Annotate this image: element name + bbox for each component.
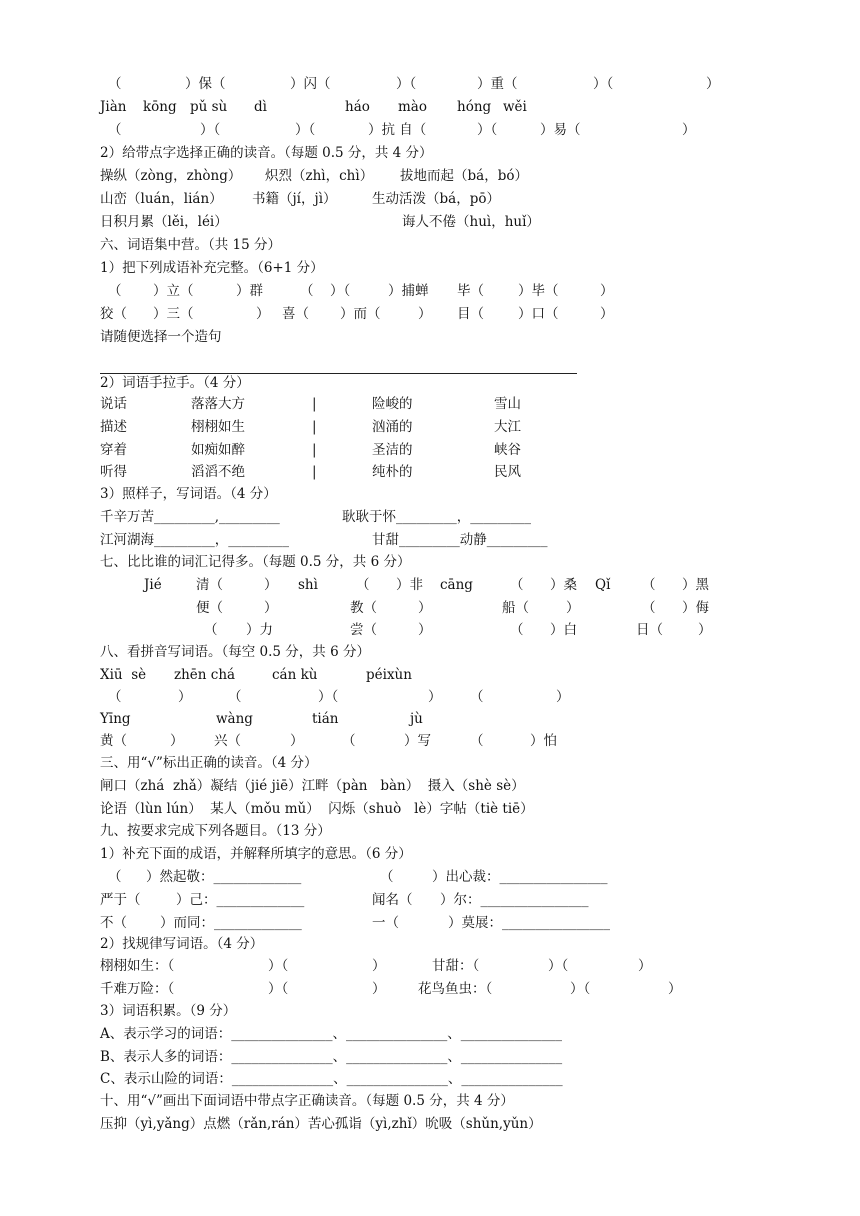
line-reading-row2-text[interactable]: 生动活泼（bá，pō） xyxy=(372,191,500,207)
line-pinyin-blanks-row2-text: ） xyxy=(682,122,696,138)
section-6-heading-text[interactable]: 六、词语集中营。（共 15 分） xyxy=(100,237,282,253)
section-10-heading-text[interactable]: 十、用“√”画出下面词语中带点字正确读音。（每题 0.5 分，共 4 分） xyxy=(100,1093,514,1109)
line-idiom-row2-text: ） xyxy=(418,306,432,322)
line-pattern-row2-text[interactable]: ）（ xyxy=(268,981,289,997)
line-match-row4-text: 滔滔不绝 xyxy=(191,464,245,480)
line-pattern-row1-text[interactable]: 栩栩如生：（ xyxy=(100,958,175,974)
line-explain-row1-text[interactable]: ）出心裁：________________ xyxy=(432,869,608,885)
line-pinyin-row2-text: wěi xyxy=(503,99,527,115)
line-idiom-row1-text: ）捕蝉 xyxy=(388,283,429,299)
line-match-row3 xyxy=(0,439,860,461)
line-write-blanks-row1-text: ） xyxy=(178,689,192,705)
line-pinyin-blanks-row2 xyxy=(0,119,860,141)
question-9-2-heading-text[interactable]: 2）找规律写词语。（4 分） xyxy=(100,936,264,952)
line-pinyin-row2-text: háo xyxy=(345,99,370,115)
line-pinyin-blanks-row2-text[interactable]: ）（ xyxy=(295,122,316,138)
line-idiom-row1-text[interactable]: ）立（ xyxy=(153,283,194,299)
line-explain-row3-text[interactable]: 一（ xyxy=(372,915,399,931)
line-write-blanks-row2-text: ）写 xyxy=(404,733,431,749)
line-match-row1-text: 雪山 xyxy=(494,396,521,412)
section-3-heading-text[interactable]: 三、用“√”标出正确的读音。（4 分） xyxy=(100,755,318,771)
line-vocab-row2-text: ） xyxy=(418,600,432,616)
line-explain-row1 xyxy=(0,866,860,888)
line-explain-row1-text[interactable]: （ xyxy=(380,869,394,885)
line-reading-row1-text[interactable]: 拔地而起（bá，bó） xyxy=(400,168,528,184)
line-accumulate-b xyxy=(0,1046,860,1068)
line-match-row1-text: | xyxy=(312,396,317,412)
line-match-row3-text: 圣洁的 xyxy=(372,442,413,458)
line-match-row2 xyxy=(0,416,860,438)
section-3-heading xyxy=(0,752,860,774)
line-idiom-row2 xyxy=(0,303,860,325)
line-pinyin-row2-text: Jiàn xyxy=(100,99,127,115)
line-match-row3-text: 穿着 xyxy=(100,442,127,458)
line-vocab-row1-text: ）黑 xyxy=(682,577,709,593)
question-6-2-heading xyxy=(0,372,860,394)
line-pattern-row2-text: ） xyxy=(668,981,682,997)
line-idiom-row2-text[interactable]: 狡（ xyxy=(100,306,127,322)
line-match-row4-text: | xyxy=(312,464,317,480)
line-explain-row2 xyxy=(0,889,860,911)
line-write-blanks-row1-text[interactable]: （ xyxy=(108,689,122,705)
line-vocab-row3 xyxy=(0,619,860,641)
line-idiom-row1-text[interactable]: 毕（ xyxy=(457,283,484,299)
line-explain-row2-text[interactable]: 严于（ xyxy=(100,892,141,908)
line-pinyin-blanks-row2-text[interactable]: ）易（ xyxy=(540,122,581,138)
line-vocab-row1-text: shì xyxy=(298,577,318,593)
line-write-pinyin-row1-text: zhēn chá xyxy=(174,667,236,683)
line-vocab-row2-text[interactable]: 便（ xyxy=(196,600,223,616)
line-idiom-row2-text[interactable]: ）三（ xyxy=(153,306,194,322)
section-9-heading xyxy=(0,820,860,842)
line-match-row3-text: | xyxy=(312,442,317,458)
line-write-pinyin-row1-text: cán kù xyxy=(272,667,318,683)
line-vocab-row1-text: ）非 xyxy=(396,577,423,593)
line-pinyin-blanks-row1 xyxy=(0,73,860,95)
line-explain-row3-text[interactable]: ）而同：_____________ xyxy=(160,915,302,931)
line-vocab-row3-text: ） xyxy=(418,622,432,638)
line-match-row1-text: 落落大方 xyxy=(191,396,245,412)
line-vocab-row1-text: Qǐ xyxy=(595,577,611,593)
line-reading-row3-text[interactable]: 诲人不倦（huì，huǐ） xyxy=(402,214,540,230)
line-vocab-row1-text: ）桑 xyxy=(550,577,577,593)
line-accumulate-c-text[interactable]: C、表示山险的词语：_______________、_______________、_______________ xyxy=(100,1071,563,1087)
line-pinyin-blanks-row2-text[interactable]: ）抗 自（ xyxy=(368,122,427,138)
line-explain-row3-text[interactable]: 不（ xyxy=(100,915,127,931)
line-explain-row2-text[interactable]: ）己：_____________ xyxy=(176,892,305,908)
line-pattern-row1-text: ） xyxy=(372,958,386,974)
line-match-row1 xyxy=(0,393,860,415)
line-vocab-row1-text[interactable]: （ xyxy=(642,577,656,593)
line-vocab-row2-text[interactable]: 船（ xyxy=(502,600,529,616)
line-accumulate-c xyxy=(0,1068,860,1090)
line-idiom-row1-text[interactable]: （ xyxy=(300,283,314,299)
line-write-blanks-row1 xyxy=(0,686,860,708)
question-6-3-heading-text[interactable]: 3）照样子，写词语。（4 分） xyxy=(100,486,277,502)
line-idiom-row2-text[interactable]: ）口（ xyxy=(518,306,559,322)
question-6-1-heading-text[interactable]: 1）把下列成语补充完整。（6+1 分） xyxy=(100,260,324,276)
line-check-reading-row1 xyxy=(0,775,860,797)
line-accumulate-b-text[interactable]: B、表示人多的词语：_______________、_______________、_______________ xyxy=(100,1049,563,1065)
line-idiom-row1-text: ） xyxy=(600,283,614,299)
section-9-heading-text[interactable]: 九、按要求完成下列各题目。（13 分） xyxy=(100,823,331,839)
line-vocab-row1-text[interactable]: （ xyxy=(510,577,524,593)
question-9-3-heading xyxy=(0,1000,860,1022)
line-write-pinyin-row2-text: wàng xyxy=(216,711,253,727)
line-match-row2-text: 大江 xyxy=(494,419,521,435)
sentence-answer-line[interactable] xyxy=(100,373,577,374)
line-explain-row1-text[interactable]: ）然起敬：_____________ xyxy=(146,869,302,885)
line-write-blanks-row2-text[interactable]: 黄（ xyxy=(100,733,127,749)
line-explain-row3 xyxy=(0,912,860,934)
line-vocab-row2 xyxy=(0,597,860,619)
line-pattern-row1-text[interactable]: ）（ xyxy=(268,958,289,974)
line-idiom-row1 xyxy=(0,280,860,302)
line-pinyin-blanks-row2-text[interactable]: （ xyxy=(108,122,122,138)
line-write-pinyin-row2-text: jù xyxy=(410,711,423,727)
line-vocab-row2-text: ）侮 xyxy=(682,600,709,616)
line-idiom-row1-text[interactable]: ）（ xyxy=(330,283,351,299)
line-pinyin-blanks-row2-text[interactable]: ）（ xyxy=(477,122,498,138)
line-match-row4-text: 纯朴的 xyxy=(372,464,413,480)
line-write-blanks-row2-text: ） xyxy=(170,733,184,749)
line-vocab-row1-text[interactable]: （ xyxy=(356,577,370,593)
line-check-reading-row2-text[interactable]: 论语（lùn lún） 某人（mǒu mǔ） 闪烁（shuò lè）字帖（tiè tiē） xyxy=(100,801,534,817)
line-final-reading-row xyxy=(0,1113,860,1135)
line-example-row2-text[interactable]: 甘甜_________动静_________ xyxy=(372,532,548,548)
line-write-blanks-row1-text: ） xyxy=(428,689,442,705)
line-pinyin-blanks-row1-text[interactable]: ）（ xyxy=(593,76,614,92)
line-pattern-row2-text[interactable]: 花鸟鱼虫：（ xyxy=(418,981,493,997)
line-idiom-row2-text: ） xyxy=(600,306,614,322)
line-pattern-row2 xyxy=(0,978,860,1000)
question-6-2-heading-text[interactable]: 2）词语手拉手。（4 分） xyxy=(100,375,250,391)
line-explain-row2-text[interactable]: 闻名（ xyxy=(372,892,413,908)
line-match-row3-text: 峡谷 xyxy=(494,442,521,458)
section-6-heading xyxy=(0,234,860,256)
question-9-1-heading-text[interactable]: 1）补充下面的成语，并解释所填字的意思。（6 分） xyxy=(100,846,412,862)
line-vocab-row3-text: ）白 xyxy=(550,622,577,638)
question-5-2-heading xyxy=(0,142,860,164)
line-vocab-row1-text: cāng xyxy=(440,577,473,593)
line-idiom-row2-text: ） xyxy=(256,306,270,322)
line-match-row4-text: 民风 xyxy=(494,464,521,480)
line-vocab-row1-text[interactable]: 清（ xyxy=(196,577,223,593)
line-write-blanks-row1-text[interactable]: ）（ xyxy=(318,689,339,705)
line-write-pinyin-row1-text: Xiū sè xyxy=(100,667,147,683)
line-example-row2 xyxy=(0,529,860,551)
line-pinyin-row2-text: kōng xyxy=(143,99,177,115)
line-pinyin-row2-text: hóng xyxy=(457,99,492,115)
line-explain-row1-text[interactable]: （ xyxy=(108,869,122,885)
line-vocab-row3-text[interactable]: （ xyxy=(510,622,524,638)
line-reading-row1 xyxy=(0,165,860,187)
line-vocab-row1-text: ） xyxy=(264,577,278,593)
line-vocab-row3-text: ） xyxy=(698,622,712,638)
line-vocab-row3-text[interactable]: 尝（ xyxy=(350,622,377,638)
line-vocab-row3-text[interactable]: （ xyxy=(204,622,218,638)
line-match-row4-text: 听得 xyxy=(100,464,127,480)
line-vocab-row3-text: ）力 xyxy=(246,622,273,638)
line-match-row1-text: 险峻的 xyxy=(372,396,413,412)
section-10-heading xyxy=(0,1090,860,1112)
line-explain-row3-text[interactable]: ）莫展：________________ xyxy=(448,915,610,931)
line-pinyin-blanks-row1-text[interactable]: ）闪（ xyxy=(290,76,331,92)
line-accumulate-a-text[interactable]: A、表示学习的词语：_______________、_______________、_______________ xyxy=(100,1026,562,1042)
question-9-2-heading xyxy=(0,933,860,955)
line-write-blanks-row2-text: ） xyxy=(290,733,304,749)
line-write-blanks-row2-text[interactable]: （ xyxy=(342,733,356,749)
line-pinyin-row2-text: pǔ sù xyxy=(190,99,228,115)
line-check-reading-row2 xyxy=(0,798,860,820)
line-match-row4 xyxy=(0,461,860,483)
line-vocab-row3-text[interactable]: 日（ xyxy=(636,622,663,638)
question-6-1-heading xyxy=(0,257,860,279)
section-7-heading-text[interactable]: 七、比比谁的词汇记得多。（每题 0.5 分，共 6 分） xyxy=(100,554,411,570)
line-explain-row2-text[interactable]: ）尔：________________ xyxy=(440,892,589,908)
line-write-blanks-row2-text[interactable]: （ xyxy=(470,733,484,749)
line-pattern-row2-text: ） xyxy=(372,981,386,997)
line-write-pinyin-row2-text: tián xyxy=(312,711,339,727)
line-write-blanks-row2 xyxy=(0,730,860,752)
line-pinyin-blanks-row1-text[interactable]: （ xyxy=(108,76,122,92)
line-vocab-row2-text[interactable]: 教（ xyxy=(350,600,377,616)
line-reading-row2-text[interactable]: 山峦（luán，lián） xyxy=(100,191,223,207)
line-idiom-row1-text: ）群 xyxy=(236,283,263,299)
line-write-blanks-row2-text: ）怕 xyxy=(530,733,557,749)
question-9-1-heading xyxy=(0,843,860,865)
line-example-row2-text[interactable]: 江河湖海_________，_________ xyxy=(100,532,289,548)
line-vocab-row2-text[interactable]: （ xyxy=(642,600,656,616)
line-example-row1 xyxy=(0,506,860,528)
line-accumulate-a xyxy=(0,1023,860,1045)
line-pinyin-row2 xyxy=(0,96,860,118)
line-example-row1-text[interactable]: 耿耿于怀_________，_________ xyxy=(342,509,531,525)
section-8-heading-text[interactable]: 八、看拼音写词语。（每空 0.5 分，共 6 分） xyxy=(100,644,370,660)
line-pinyin-blanks-row2-text[interactable]: ）（ xyxy=(200,122,221,138)
line-write-blanks-row1-text[interactable]: （ xyxy=(228,689,242,705)
line-write-blanks-row2-text[interactable]: 兴（ xyxy=(214,733,241,749)
line-match-row2-text: | xyxy=(312,419,317,435)
line-write-blanks-row1-text: ） xyxy=(556,689,570,705)
line-vocab-row2-text: ） xyxy=(264,600,278,616)
section-7-heading xyxy=(0,551,860,573)
line-write-pinyin-row1-text: péixùn xyxy=(366,667,412,683)
line-write-pinyin-row2-text: Yīng xyxy=(100,711,131,727)
line-pinyin-blanks-row1-text[interactable]: ）（ xyxy=(396,76,417,92)
line-pattern-row2-text[interactable]: 千难万险：（ xyxy=(100,981,175,997)
question-5-2-heading-text[interactable]: 2）给带点字选择正确的读音。（每题 0.5 分，共 4 分） xyxy=(100,145,433,161)
line-make-sentence-prompt xyxy=(0,326,860,348)
line-reading-row3 xyxy=(0,211,860,233)
line-vocab-row1 xyxy=(0,574,860,596)
question-6-3-heading xyxy=(0,483,860,505)
line-idiom-row2-text[interactable]: 目（ xyxy=(457,306,484,322)
line-write-blanks-row1-text[interactable]: （ xyxy=(470,689,484,705)
line-match-row2-text: 描述 xyxy=(100,419,127,435)
line-reading-row3-text[interactable]: 日积月累（lěi，léi） xyxy=(100,214,228,230)
line-pattern-row2-text[interactable]: ）（ xyxy=(570,981,591,997)
line-make-sentence-prompt-text: 请随便选择一个造句 xyxy=(100,329,222,345)
line-match-row2-text: 汹涌的 xyxy=(372,419,413,435)
line-pinyin-row2-text: mào xyxy=(398,99,427,115)
line-reading-row1-text[interactable]: 操纵（zòng，zhòng） xyxy=(100,168,242,184)
line-write-pinyin-row2 xyxy=(0,708,860,730)
line-pattern-row1-text[interactable]: ）（ xyxy=(548,958,569,974)
line-vocab-row2-text: ） xyxy=(566,600,580,616)
question-9-3-heading-text[interactable]: 3）词语积累。（9 分） xyxy=(100,1003,237,1019)
line-idiom-row2-text[interactable]: 喜（ xyxy=(282,306,309,322)
line-idiom-row1-text[interactable]: ）毕（ xyxy=(518,283,559,299)
line-final-reading-row-text[interactable]: 压抑（yì,yǎng）点燃（rǎn,rán）苦心孤诣（yì,zhǐ）吮吸（shǔn,yǔn） xyxy=(100,1116,542,1132)
line-pattern-row1-text[interactable]: 甘甜：（ xyxy=(432,958,480,974)
line-check-reading-row1-text[interactable]: 闸口（zhá zhǎ）凝结（jié jiē）江畔（pàn bàn） 摄入（shè sè） xyxy=(100,778,525,794)
line-pinyin-blanks-row1-text[interactable]: ）重（ xyxy=(477,76,518,92)
line-idiom-row1-text[interactable]: （ xyxy=(108,283,122,299)
line-pattern-row1-text: ） xyxy=(638,958,652,974)
line-pinyin-row2-text: dì xyxy=(254,99,267,115)
line-match-row2-text: 栩栩如生 xyxy=(191,419,245,435)
line-match-row3-text: 如痴如醉 xyxy=(191,442,245,458)
line-reading-row2 xyxy=(0,188,860,210)
line-pinyin-blanks-row1-text[interactable]: ）保（ xyxy=(185,76,226,92)
line-example-row1-text[interactable]: 千辛万苦_________,_________ xyxy=(100,509,280,525)
line-reading-row1-text[interactable]: 炽烈（zhì，chì） xyxy=(265,168,374,184)
line-pinyin-blanks-row1-text: ） xyxy=(706,76,720,92)
line-match-row1-text: 说话 xyxy=(100,396,127,412)
line-write-pinyin-row1 xyxy=(0,664,860,686)
line-idiom-row2-text[interactable]: ）而（ xyxy=(340,306,381,322)
line-pattern-row1 xyxy=(0,955,860,977)
line-reading-row2-text[interactable]: 书籍（jí，jì） xyxy=(252,191,337,207)
line-vocab-row1-text: Jié xyxy=(144,577,162,593)
section-8-heading xyxy=(0,641,860,663)
